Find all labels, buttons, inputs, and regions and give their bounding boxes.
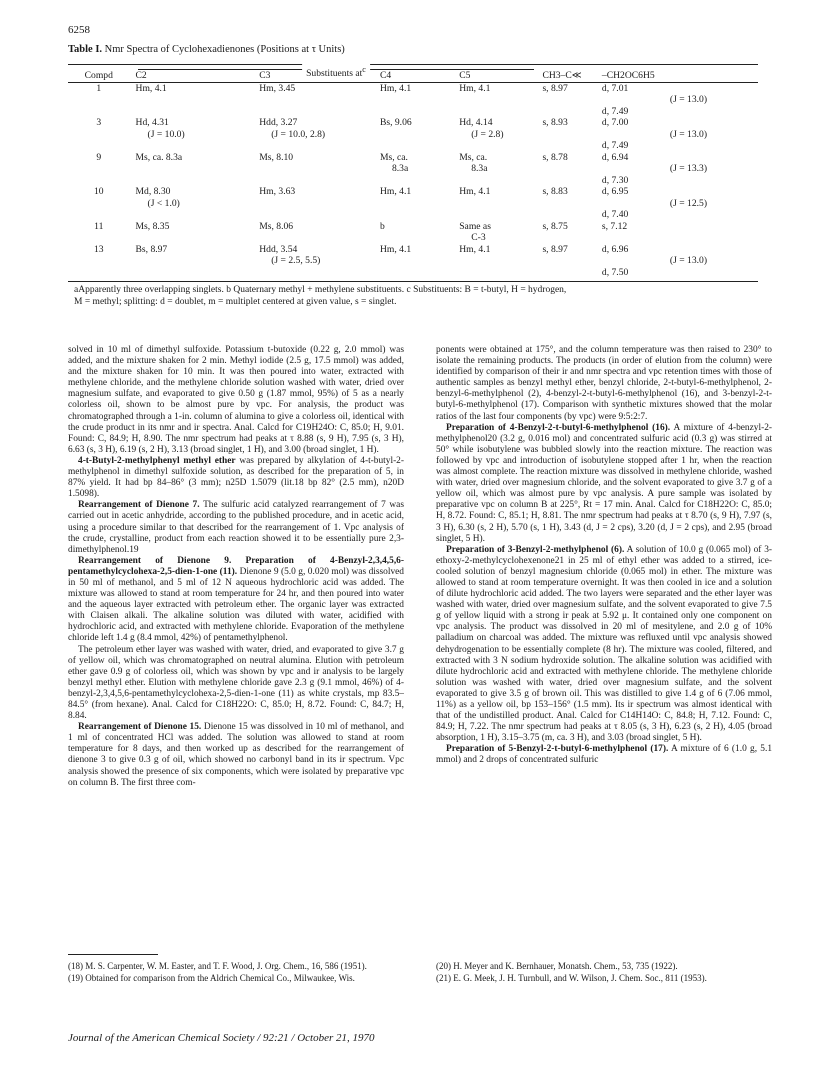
compd-cell: 13 <box>93 243 104 255</box>
journal-footer: Journal of the American Chemical Society / 92:21 / October 21, 1970 <box>68 1032 375 1044</box>
c2-cell <box>130 117 260 152</box>
ch2-cell-line: (J = 13.3) <box>669 163 708 174</box>
table-row <box>68 82 758 117</box>
c4-cell <box>380 244 459 279</box>
c5-cell-line: C-3 <box>471 232 486 243</box>
c2-cell-line: Bs, 8.97 <box>135 243 168 255</box>
references-rule <box>68 954 158 955</box>
col-header-ch2: –CH2OC6H5 <box>602 70 758 82</box>
c2-cell <box>130 82 260 117</box>
body-paragraph <box>68 556 404 645</box>
c2-cell <box>130 152 260 187</box>
c5-cell-line: Hm, 4.1 <box>459 82 491 94</box>
ch2-cell-line: (J = 13.0) <box>669 94 708 105</box>
c5-cell-line: Hd, 4.14 <box>459 117 493 128</box>
body-paragraph <box>68 645 404 723</box>
compd-cell: 10 <box>93 186 104 197</box>
c4-cell-line: Hm, 4.1 <box>379 243 412 255</box>
page-number: 6258 <box>68 24 90 36</box>
table-column-header-row <box>68 70 758 82</box>
col-header-c5: C5 <box>459 70 542 82</box>
paragraph-text: A mixture of 4-benzyl-2-methylphenol20 (3.2 g, 0.016 mol) and concentrated sulfuric acid (0.3 g) was stirred at 50° while isobutylene was bubbled slowly into the reaction mixture. The reaction was followed by vpc and introduction of isobutylene stopped after 1 hr, when the reaction was almost complete. The reaction mixture was dissolved in methylene chloride, washed with water, dried over magnesium chloride, and the solvent evaporated to give 3.7 g of a yellow oil, which was almost pure by vpc analysis. A pure sample was isolated by preparative vpc on column B at 225°, Rt = 17 min. Anal. Calcd for C18H22O: C, 85.0; H, 8.72. Found: C, 85.1; H, 8.81. The nmr spectrum had peaks at τ 8.70 (s, 9 H), 7.97 (s, 3 H), 6.30 (s, 2 H), 5.70 (s, 1 H), 3.43 (d, J = 2 cps), 3.20 (d, J = 2 cps), and 2.95 (broad singlet, 5 H). <box>436 422 773 544</box>
c5-cell-line: Hm, 4.1 <box>459 186 491 197</box>
c3-cell-line: (J = 10.0, 2.8) <box>271 128 326 140</box>
ch2-cell <box>602 117 758 152</box>
body-paragraph <box>436 545 772 745</box>
compd-cell: 1 <box>96 82 102 94</box>
table-row <box>68 244 758 279</box>
ch2-cell <box>602 82 758 117</box>
paragraph-heading: 4-t-Butyl-2-methylphenyl methyl ether <box>78 455 236 466</box>
ch2-cell-line: d, 7.01 <box>601 82 629 94</box>
c4-cell <box>380 221 459 244</box>
paragraph-heading: Rearrangement of Dienone 9. Preparation of 4-Benzyl-2,3,4,5,6-pentamethylcyclohexa-2,5-dien-1-one (11). <box>68 555 404 577</box>
c5-cell <box>459 186 542 221</box>
ch2-cell-line: d, 6.94 <box>601 151 629 163</box>
ch2-cell-line: d, 6.95 <box>601 186 629 197</box>
paragraph-text: Dienone 9 (5.0 g, 0.020 mol) was dissolved in 50 ml of methanol, and 5 ml of 12 N aqueous hydrochloric acid was added. The mixture was allowed to stand at room temperature for 24 hr, and then poured into water and the aqueous layer extracted with petroleum ether. The organic layer was extracted with Claisen alkali. The alkaline solution was diluted with water, acidified with hydrochloric acid, and extracted with methylene chloride. Evaporation of the methylene chloride left 1.4 g (8.4 mmol, 42%) of pentamethylphenol. <box>68 566 404 644</box>
c5-cell <box>459 152 542 187</box>
body-paragraph <box>68 722 404 789</box>
compd-cell: 9 <box>96 151 102 163</box>
ch2-cell <box>602 221 758 244</box>
body-paragraph <box>68 500 404 555</box>
c2-cell-line: Ms, 8.35 <box>135 220 170 232</box>
ch2-cell <box>602 152 758 187</box>
paragraph-text: The sulfuric acid catalyzed rearrangement of 7 was carried out in acetic anhydride, according to the published procedure, and in acetic acid, using a procedure similar to that described for the rearrangement of 1. Vpc analysis of the crude, crystalline, product from each reaction showed it to be essentially pure 2,3-dimethylphenol.19 <box>68 500 404 555</box>
c5-cell-line: Ms, ca. <box>459 151 488 163</box>
paragraph-text: A mixture of 6 (1.0 g, 5.1 mmol) and 2 drops of concentrated sulfuric <box>436 744 773 766</box>
c3-cell <box>259 117 380 152</box>
c4-cell <box>380 186 459 221</box>
c3-cell <box>259 152 380 187</box>
group-header-label: Substituents at <box>306 68 363 80</box>
c2-cell-line: Ms, ca. 8.3a <box>135 151 183 163</box>
c5-cell <box>459 117 542 152</box>
c5-cell <box>459 82 542 117</box>
c3-cell-line: Hm, 3.45 <box>259 82 296 94</box>
c2-cell-line: Md, 8.30 <box>135 186 171 197</box>
ch2-cell-line: (J = 12.5) <box>669 197 708 209</box>
ch2-cell-line: d, 6.96 <box>601 243 629 255</box>
ch2-cell-line: (J = 13.0) <box>669 255 708 266</box>
body-paragraph <box>436 744 772 766</box>
ch3-cell: s, 8.93 <box>542 117 568 128</box>
compd-cell: 11 <box>94 220 104 232</box>
c2-cell-line: (J = 10.0) <box>147 128 185 140</box>
c4-cell-line: Hm, 4.1 <box>379 186 412 197</box>
table-bottom-rule <box>68 281 758 282</box>
paragraph-text: was prepared by alkylation of 4-t-butyl-2-methylphenol in dimethyl sulfoxide solution, as described for the preparation of 5, in 87% yield. It had bp 84–86° (3 mm); n25D 1.5079 (lit.18 bp 82° (2.5 mm), n20D 1.5098). <box>68 455 404 500</box>
c4-cell <box>380 117 459 152</box>
body-paragraph <box>68 345 404 456</box>
paragraph-heading: Rearrangement of Dienone 15. <box>78 722 202 733</box>
ch2-cell-line: d, 7.50 <box>601 266 629 278</box>
c2-cell <box>130 221 260 244</box>
c3-cell-line: Hm, 3.63 <box>259 186 296 197</box>
body-paragraph <box>436 345 772 423</box>
ch2-cell-line: d, 7.00 <box>601 117 629 128</box>
table-row <box>68 117 758 152</box>
ch3-cell: s, 8.75 <box>542 220 568 232</box>
paragraph-heading: Preparation of 4-Benzyl-2-t-butyl-6-methylphenol (16). <box>446 422 671 433</box>
c3-cell-line: Hdd, 3.27 <box>259 117 298 128</box>
body-column-right <box>436 345 772 767</box>
paragraph-text: Dienone 15 was dissolved in 10 ml of methanol, and 1 ml of concentrated HCl was added. The solution was allowed to stand at room temperature for 8 days, and then worked up as described for the rearrangement of dienone 3 to give 0.3 g of oil, which showed no carbonyl band in its ir spectrum. Vpc analysis showed the presence of six components, which were isolated by preparative vpc on column B. The first three com- <box>68 722 404 788</box>
body-column-left <box>68 345 404 789</box>
c3-cell-line: Hdd, 3.54 <box>259 243 298 255</box>
c5-cell <box>459 221 542 244</box>
col-header-c3: C3 <box>259 70 380 82</box>
c3-cell-line: Ms, 8.06 <box>259 220 294 232</box>
paragraph-text: A solution of 10.0 g (0.065 mol) of 3-ethoxy-2-methylcyclohexenone21 in 25 ml of ethyl ether was added to a stirred, ice-cooled solution of benzyl magnesium chloride (0.065 mol) in ether. The mixture was allowed to stand at room temperature overnight. It was then cooled in ice and a solution of dilute hydrochloric acid added. The two layers were separated and the ether layer was washed with water, dried over magnesium sulfate, and the solvent evaporated to give 7.5 g of yellow liquid with a strong ir peak at 5.92 μ. It contained only one component on vpc analysis. The product was dissolved in 20 ml of mesitylene, and 2.0 g of 10% palladium on charcoal was added. The mixture was refluxed until vpc analysis showed dehydrogenation to be essentially complete (8 hr). The mixture was cooled, filtered, and extracted with 3 N sodium hydroxide solution. The alkaline solution was acidified with dilute hydrochloric acid and extracted with methylene chloride. The methylene chloride solution was washed with water, dried over magnesium sulfate, and the solvent evaporated to give 3.5 g of brown oil. This was distilled to give 1.4 g of 6 (7.06 mmol, 11%) as a yellow oil, bp 153–156° (1.5 mm). Its ir spectrum was almost identical with that of the undistilled product. Anal. Calcd for C14H14O: C, 84.8; H, 7.12. Found: C, 84.9; H, 7.22. The nmr spectrum had peaks at τ 8.05 (s, 3 H), 6.23 (s, 2 H), 4.05 (broad absorption, 1 H), 3.15–3.75 (m, ca. 3 H), and 3.03 (broad singlet, 5 H). <box>436 544 772 744</box>
table-footnote-line-2: M = methyl; splitting: d = doublet, m = multiplet centered at given value, s = singlet. <box>74 296 397 307</box>
c5-cell-line: Same as <box>459 220 491 232</box>
col-header-c4: C4 <box>380 70 459 82</box>
col-header-ch3: CH3–C≪ <box>542 70 601 82</box>
ch2-cell <box>602 244 758 279</box>
ch2-cell-line: s, 7.12 <box>601 220 628 232</box>
table-row <box>68 152 758 187</box>
reference-18: (18) M. S. Carpenter, W. M. Easter, and T. F. Wood, J. Org. Chem., 16, 586 (1951). <box>68 961 367 971</box>
c3-cell <box>259 186 380 221</box>
ch2-cell-line: d, 7.30 <box>601 174 629 186</box>
ch3-cell: s, 8.97 <box>542 243 568 255</box>
ch3-cell: s, 8.83 <box>542 186 568 197</box>
paragraph-heading: Preparation of 5-Benzyl-2-t-butyl-6-methylphenol (17). <box>446 744 669 755</box>
table-row <box>68 186 758 221</box>
nmr-table <box>68 65 758 278</box>
table-footnote <box>68 285 758 308</box>
c2-cell <box>130 244 260 279</box>
c4-cell-line: Bs, 9.06 <box>379 117 412 128</box>
reference-19: (19) Obtained for comparison from the Aldrich Chemical Co., Milwaukee, Wis. <box>68 972 355 983</box>
nmr-table-container <box>68 64 758 308</box>
table-label: Table I. <box>68 44 103 55</box>
table-row <box>68 221 758 244</box>
references-right <box>436 954 772 984</box>
c4-cell-line: Hm, 4.1 <box>379 82 412 94</box>
c4-cell <box>380 152 459 187</box>
body-paragraph <box>436 423 772 545</box>
c2-cell-line: (J < 1.0) <box>147 197 180 209</box>
col-header-compd: Compd <box>68 70 130 82</box>
ch2-cell-line: d, 7.40 <box>601 209 629 220</box>
table-footnote-line-1: aApparently three overlapping singlets. b Quaternary methyl + methylene substituents. c Substituents: B = t-butyl, H = hydrogen, <box>74 285 567 295</box>
nmr-table-body <box>68 65 758 278</box>
c5-cell-line: Hm, 4.1 <box>459 243 491 255</box>
group-header-footnote-mark: c <box>362 65 366 74</box>
c4-cell-line: Ms, ca. <box>379 151 408 163</box>
paragraph-text: ponents were obtained at 175°, and the column temperature was then raised to 230° to isolate the remaining products. The products (in order of elution from the column) were identified by comparison of their ir and nmr spectra and vpc retention times with those of authentic samples as benzyl methyl ether, benzyl chloride, 2-t-butyl-6-methylphenol, 2-benzyl-6-methylphenol (2), 4-benzyl-2-t-butyl-6-methylphenol (16), and 3-benzyl-2-t-butyl-6-methylphenol (17). Comparison with synthetic mixtures showed that the molar ratios of the last four components (by vpc) were 9:5:2:7. <box>436 345 772 422</box>
paragraph-heading: Rearrangement of Dienone 7. <box>78 500 200 511</box>
c4-cell-line: 8.3a <box>391 163 409 174</box>
ch2-cell-line: d, 7.49 <box>601 105 629 117</box>
references-left <box>68 954 404 984</box>
compd-cell: 3 <box>96 117 102 128</box>
ch3-cell: s, 8.78 <box>542 151 568 163</box>
ch2-cell <box>602 186 758 221</box>
paragraph-text: solved in 10 ml of dimethyl sulfoxide. Potassium t-butoxide (0.22 g, 2.0 mmol) was added, and the mixture shaken for 2 min. Methyl iodide (2.5 g, 17.5 mmol) was added, and the mixture shaken for 10 min. It was then poured into water, extracted with methylene chloride, and the methylene chloride solution washed with water, dried over magnesium sulfate, and evaporated to give 0.50 g (1.87 mmol, 95%) of 5 as a nearly colorless oil, shown to be almost pure by vpc. For analysis, the product was chromatographed through a 1-in. column of alumina to give a colorless oil, identical with the crude product in its nmr and ir spectra. Anal. Calcd for C19H24O: C, 85.0; H, 9.01. Found: C, 84.9; H, 8.90. The nmr spectrum had peaks at τ 8.88 (s, 9 H), 7.95 (s, 3 H), 6.63 (s, 3 H), 6.19 (s, 2 H), 3.13 (broad singlet, 1 H), and 3.00 (broad singlet, 1 H). <box>68 345 404 455</box>
c3-cell <box>259 221 380 244</box>
c2-cell <box>130 186 260 221</box>
c3-cell <box>259 82 380 117</box>
c5-cell-line: (J = 2.8) <box>471 128 504 140</box>
c3-cell <box>259 244 380 279</box>
ch2-cell-line: d, 7.49 <box>601 140 629 151</box>
paragraph-heading: Preparation of 3-Benzyl-2-methylphenol (6). <box>446 544 625 555</box>
c2-cell-line: Hd, 4.31 <box>135 117 169 128</box>
ch3-cell: s, 8.97 <box>542 82 568 94</box>
reference-21: (21) E. G. Meek, J. H. Turnbull, and W. Wilson, J. Chem. Soc., 811 (1953). <box>436 972 707 983</box>
c4-cell <box>380 82 459 117</box>
table-caption <box>68 44 345 55</box>
table-title: Nmr Spectra of Cyclohexadienones (Positions at τ Units) <box>104 44 345 55</box>
col-header-c2: C2 <box>130 70 260 82</box>
paragraph-text: The petroleum ether layer was washed with water, dried, and evaporated to give 3.7 g of yellow oil, which was chromatographed on neutral alumina. Elution with petroleum ether gave 0.9 g of colorless oil, which was shown by vpc and ir analysis to be largely benzyl methyl ether. Elution with methylene chloride gave 2.3 g (9.1 mmol, 46%) of 4-benzyl-2,3,4,5,6-pentamethylcyclohexa-2,5-dien-1-one (11) as white crystals, mp 83.5–84.5° (from hexane). Anal. Calcd for C18H22O: C, 85.0; H, 8.72. Found: C, 84.7; H, 8.84. <box>68 644 404 722</box>
c5-cell <box>459 244 542 279</box>
reference-20: (20) H. Meyer and K. Bernhauer, Monatsh. Chem., 53, 735 (1922). <box>436 961 678 971</box>
c3-cell-line: Ms, 8.10 <box>259 151 294 163</box>
c3-cell-line: (J = 2.5, 5.5) <box>271 255 321 266</box>
c5-cell-line: 8.3a <box>471 163 488 174</box>
ch2-cell-line: (J = 13.0) <box>669 128 708 140</box>
c4-cell-line: b <box>379 220 385 232</box>
body-paragraph <box>68 456 404 500</box>
c2-cell-line: Hm, 4.1 <box>135 82 167 94</box>
